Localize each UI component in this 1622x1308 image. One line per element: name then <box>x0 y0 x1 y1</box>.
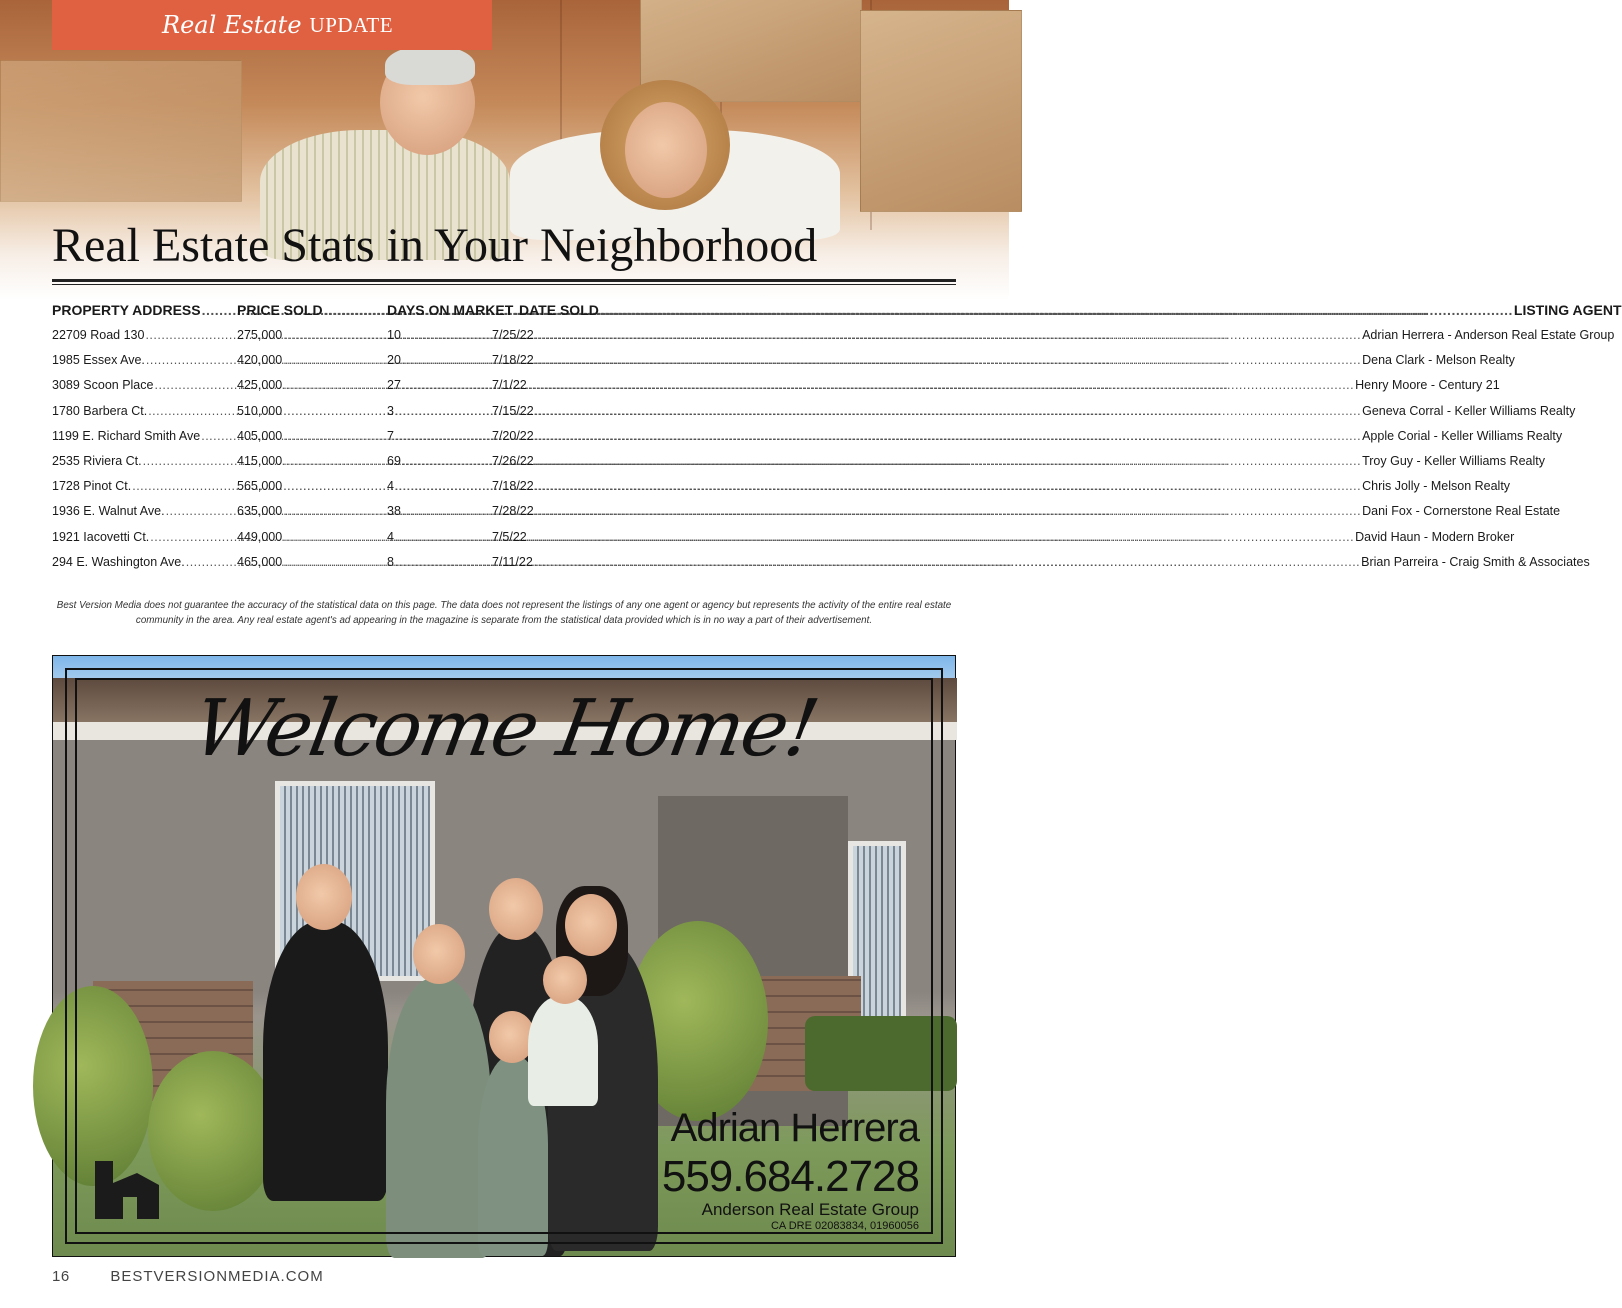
cell-address: 1728 Pinot Ct. <box>52 479 132 494</box>
page-footer <box>52 1268 324 1285</box>
cell-days: 7 <box>387 428 394 443</box>
cell-address: 22709 Road 130 <box>52 328 145 342</box>
house-logo-icon <box>93 1161 159 1219</box>
cell-date: 7/18/22 <box>492 479 534 494</box>
cell-address: 1921 Iacovetti Ct. <box>52 529 150 544</box>
cell-days: 8 <box>387 554 394 569</box>
col-header-days: DAYS ON MARKET <box>387 302 514 318</box>
cell-date: 7/25/22 <box>492 328 534 342</box>
agent-license: CA DRE 02083834, 01960056 <box>770 1220 919 1232</box>
cell-agent: Brian Parreira - Craig Smith & Associates <box>1361 554 1590 569</box>
col-header-agent: LISTING AGENT <box>1513 302 1622 318</box>
cell-price: 420,000 <box>237 353 283 368</box>
cell-price: 510,000 <box>237 403 283 418</box>
cell-price: 465,000 <box>237 554 283 569</box>
cell-price: 565,000 <box>237 479 283 494</box>
cell-agent: Dena Clark - Melson Realty <box>1362 353 1515 368</box>
cell-date: 7/5/22 <box>492 529 527 544</box>
cell-date: 7/28/22 <box>492 504 534 519</box>
cell-date: 7/1/22 <box>492 378 527 393</box>
table-row <box>52 353 1515 378</box>
cell-address: 2535 Riviera Ct. <box>52 453 142 468</box>
table-row <box>52 504 1561 529</box>
cell-price: 415,000 <box>237 453 283 468</box>
cell-agent: David Haun - Modern Broker <box>1355 529 1515 544</box>
cell-address: 1780 Barbera Ct. <box>52 403 148 418</box>
table-row <box>52 453 1545 479</box>
cell-date: 7/20/22 <box>492 428 534 443</box>
cell-agent: Troy Guy - Keller Williams Realty <box>1362 453 1545 468</box>
cell-days: 20 <box>387 353 401 368</box>
table-row <box>52 554 1590 580</box>
table-row <box>52 428 1563 454</box>
cell-address: 294 E. Washington Ave. <box>52 554 185 569</box>
cell-days: 4 <box>387 479 394 494</box>
disclaimer: Best Version Media does not guarantee the accuracy of the statistical data on this page. The data does not represent the listings of any one agent or agency but represents the activity of the entire real estate community in the area. Any real estate agent's ad appearing in the magazine is separate from the statistical data provided which is in no way a part of their advertisement. <box>56 600 952 626</box>
page-number: 16 <box>52 1268 70 1285</box>
cell-days: 3 <box>387 403 394 418</box>
title-rule <box>52 279 956 282</box>
cell-address: 3089 Scoon Place <box>52 378 154 393</box>
cell-address: 1199 E. Richard Smith Ave <box>52 428 201 443</box>
table-row <box>52 328 1615 353</box>
cell-date: 7/18/22 <box>492 353 534 368</box>
col-header-address: PROPERTY ADDRESS <box>52 302 201 318</box>
page-title: Real Estate Stats in Your Neighborhood <box>52 219 818 272</box>
table-row <box>52 403 1576 429</box>
cell-date: 7/15/22 <box>492 403 534 418</box>
cell-agent: Chris Jolly - Melson Realty <box>1362 479 1511 494</box>
cell-price: 275,000 <box>237 328 283 342</box>
footer-site: BESTVERSIONMEDIA.COM <box>110 1268 324 1285</box>
stats-table <box>52 302 1622 580</box>
agent-phone: 559.684.2728 <box>661 1152 919 1201</box>
cell-date: 7/26/22 <box>492 453 534 468</box>
agent-ad <box>52 655 956 1257</box>
table-header <box>52 302 1622 324</box>
table-row <box>52 479 1511 504</box>
cell-price: 449,000 <box>237 529 283 544</box>
cell-days: 10 <box>387 328 401 342</box>
col-header-date: DATE SOLD <box>519 302 599 318</box>
table-row <box>52 378 1500 403</box>
ad-headline: Welcome Home! <box>186 684 824 774</box>
cell-days: 4 <box>387 529 394 544</box>
cell-agent: Adrian Herrera - Anderson Real Estate Group <box>1362 328 1615 342</box>
cell-address: 1985 Essex Ave. <box>52 353 145 368</box>
cell-price: 635,000 <box>237 504 283 519</box>
cell-price: 405,000 <box>237 428 283 443</box>
cell-price: 425,000 <box>237 378 283 393</box>
agent-company: Anderson Real Estate Group <box>701 1200 919 1219</box>
cell-date: 7/11/22 <box>492 554 533 569</box>
section-tag <box>52 0 492 50</box>
cell-days: 27 <box>387 378 401 393</box>
cell-days: 38 <box>387 504 401 519</box>
cell-agent: Henry Moore - Century 21 <box>1355 378 1500 393</box>
cell-days: 69 <box>387 453 401 468</box>
cell-agent: Apple Corial - Keller Williams Realty <box>1362 428 1563 443</box>
section-tag-caps: UPDATE <box>309 12 394 37</box>
table-row <box>52 529 1515 555</box>
section-tag-script: Real Estate <box>162 11 302 39</box>
col-header-price: PRICE SOLD <box>237 302 323 318</box>
cell-address: 1936 E. Walnut Ave. <box>52 504 165 519</box>
agent-name: Adrian Herrera <box>670 1106 919 1150</box>
cell-agent: Geneva Corral - Keller Williams Realty <box>1362 403 1576 418</box>
couple-image <box>250 40 900 240</box>
title-rule-thin <box>52 284 956 285</box>
cell-agent: Dani Fox - Cornerstone Real Estate <box>1362 504 1561 519</box>
